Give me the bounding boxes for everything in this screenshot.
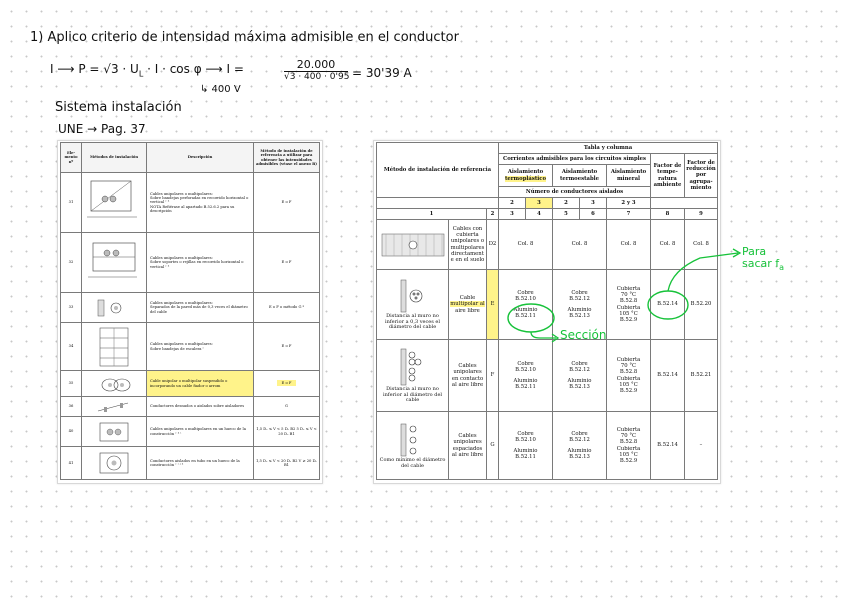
formula-mid: · I · cos φ ⟶ I = <box>143 62 244 76</box>
thermoplastic-header: Aislamiento termoplástico <box>499 165 553 187</box>
seccion-arrow <box>531 332 556 338</box>
row-caption: Distancia al muro no inferior a 0,3 veces el diámetro del cable <box>385 312 440 331</box>
sistema-heading: Sistema instalación <box>55 100 182 115</box>
conductors-2: 2 <box>499 198 526 209</box>
cell-col9: – <box>685 412 718 480</box>
cell-col7: Cubierta 70 °C B.52.8 Cubierta 105 °C B.52.9 <box>607 412 651 480</box>
col-num: 6 <box>580 209 607 220</box>
conductors-2-3: 2 y 3 <box>607 198 651 209</box>
col-num: 5 <box>553 209 580 220</box>
cell-col8: Col. 8 <box>651 220 685 270</box>
left-row-num: 35 <box>61 371 82 397</box>
left-row-reference: 1,5 Dₑ ≤ V < 5 Dₑ B2 5 Dₑ ≤ V < 20 Dₑ B1 <box>254 417 320 447</box>
num-conductors-header: Número de conductores aislados <box>499 187 651 198</box>
aluminio-circle <box>508 304 554 332</box>
seccion-label: Sección <box>560 328 607 342</box>
cell-col34: Col. 8 <box>499 220 553 270</box>
formula-numerator: 20.000 <box>284 58 348 72</box>
left-row-num: 41 <box>61 447 82 480</box>
left-row-reference: G <box>254 397 320 417</box>
row-description: Cables unipolares espaciados al aire libre <box>449 412 487 480</box>
row-code-highlight: E <box>487 270 499 340</box>
formula-sub: L <box>138 69 144 79</box>
left-col-header-reference: Método de instalación de referencia a utilizar para obtener las intensidades admisibles (véase el anexo B) <box>254 143 320 173</box>
cell-col34: Cobre B.52.10 Aluminio B.52.11 <box>499 270 553 340</box>
mineral-header: Aislamiento mineral <box>607 165 651 187</box>
thermoplastic-highlight: termoplástico <box>504 175 547 182</box>
reduction-factor-header: Factor de reducción por agrupa-miento <box>685 154 718 198</box>
conductors-3-highlight: 3 <box>526 198 553 209</box>
row-description: Cable multipolar al aire libre <box>449 270 487 340</box>
cell-col34: Cobre B.52.10 Aluminio B.52.11 <box>499 412 553 480</box>
formula-voltage-note: ↳ 400 V <box>200 84 241 95</box>
row-code: F <box>487 340 499 412</box>
left-col-header-element: Ele-mento nº <box>61 143 82 173</box>
left-col-header-description: Descripción <box>147 143 254 173</box>
currents-header: Corrientes admisibles para los circuitos simples <box>499 154 651 165</box>
col-num: 2 <box>487 209 499 220</box>
left-row-description: Cables unipolares o multipolares en un hueco de la construcción ᶜ ʰ ⁱ <box>147 417 254 447</box>
left-row-num: 36 <box>61 397 82 417</box>
row-code: G <box>487 412 499 480</box>
temp-factor-header: Factor de tempe-ratura ambiente <box>651 154 685 198</box>
left-row-description: Conductores desnudos o aislados sobre aisladores <box>147 397 254 417</box>
thermoset-header: Aislamiento termoestable <box>553 165 607 187</box>
multipolar-highlight: multipolar al <box>450 301 485 308</box>
row-description: Cables unipolares en contacto al aire libre <box>449 340 487 412</box>
cell-col7: Cubierta 70 °C B.52.8 Cubierta 105 °C B.52.9 <box>607 270 651 340</box>
left-row-reference: 1,5 Dₑ ≤ V < 20 Dₑ B2 V ≥ 20 Dₑ B1 <box>254 447 320 480</box>
col-num: 8 <box>651 209 685 220</box>
left-row-description: Conductores aislados en tubo en un hueco de la construcción ᶜ ⁱ ʲ ʰ <box>147 447 254 480</box>
para-sacar-arrow <box>668 253 738 291</box>
col-num: 7 <box>607 209 651 220</box>
row-caption: Como mínimo el diámetro del cable <box>379 456 446 469</box>
conductors-2: 2 <box>553 198 580 209</box>
col-num: 4 <box>526 209 553 220</box>
col-num: 3 <box>499 209 526 220</box>
row-code: D2 <box>487 220 499 270</box>
cell-col56: Cobre B.52.12 Aluminio B.52.13 <box>553 270 607 340</box>
left-row-description: Cables unipolares o multipolares: Sobre soportes o rejillas en recorrido horizontal o vertical ᶜ ʰ <box>147 233 254 293</box>
cell-col7: Col. 8 <box>607 220 651 270</box>
formula-lhs: I ⟶ P = √3 · U <box>50 62 139 76</box>
left-row-num: 40 <box>61 417 82 447</box>
left-row-reference: E o F <box>254 173 320 233</box>
table-title: Tabla y columna <box>499 143 718 154</box>
row-caption: Distancia al muro no inferior al diámetro del cable <box>382 385 443 404</box>
cell-col34: Cobre B.52.10 Aluminio B.52.11 <box>499 340 553 412</box>
left-row-num: 33 <box>61 293 82 323</box>
b5214-circle <box>648 291 688 319</box>
cell-col9: B.52.20 <box>685 270 718 340</box>
formula-denominator: √3 · 400 · 0'95 <box>284 72 350 82</box>
notes-heading: 1) Aplico criterio de intensidad máxima admisible en el conductor <box>30 30 459 45</box>
cell-col7: Cubierta 70 °C B.52.8 Cubierta 105 °C B.52.9 <box>607 340 651 412</box>
left-row-num: 31 <box>61 173 82 233</box>
col-num: 1 <box>377 209 487 220</box>
une-reference: UNE → Pag. 37 <box>58 122 146 136</box>
conductors-3: 3 <box>580 198 607 209</box>
left-row-description: Cables unipolares o multipolares: Sobre bandejas perforadas en recorrido horizontal o vertical ᶜ ʰ NOTA Refiérase al apartado B.52.6.2 para su descripción <box>147 173 254 233</box>
para-sacar-label: Para sacar $f_a$ <box>742 245 785 273</box>
left-row-description-highlighted: Cable unipolar o multipolar suspendido o incorporando un cable fiador o arrom <box>147 371 254 397</box>
left-row-reference: E o F o método G ᵍ <box>254 293 320 323</box>
cell-col8: B.52.14 <box>651 412 685 480</box>
left-row-reference: E o F <box>254 233 320 293</box>
cell-col8: B.52.14 <box>651 340 685 412</box>
cell-col9: Col. 8 <box>685 220 718 270</box>
reference-highlight: E o F <box>277 380 297 386</box>
left-row-description: Cables unipolares o multipolares: Sobre bandejas de escalera ᶜ <box>147 323 254 371</box>
cell-col9: B.52.21 <box>685 340 718 412</box>
cell-col56: Cobre B.52.12 Aluminio B.52.13 <box>553 412 607 480</box>
cell-col56: Cobre B.52.12 Aluminio B.52.13 <box>553 340 607 412</box>
left-col-header-method: Métodos de instalación <box>82 143 147 173</box>
left-row-description: Cables unipolares o multipolares: Separados de la pared más de 0,3 veces el diámetro del cable <box>147 293 254 323</box>
method-header: Método de instalación de referencia <box>377 143 499 198</box>
col-num: 9 <box>685 209 718 220</box>
formula-result: = 30'39 A <box>352 66 412 80</box>
cell-col56: Col. 8 <box>553 220 607 270</box>
left-row-num: 32 <box>61 233 82 293</box>
cell-col8: B.52.14 <box>651 270 685 340</box>
row-description: Cables con cubierta unipolares o multipolares directament e en el suelo <box>449 220 487 270</box>
left-row-reference: E o F <box>254 323 320 371</box>
left-row-num: 34 <box>61 323 82 371</box>
